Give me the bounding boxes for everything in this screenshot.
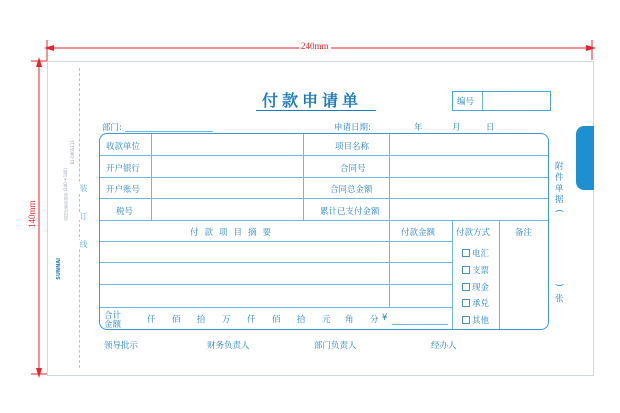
checkbox-icon [462,249,470,257]
contract-total-label: 合同总金额 [330,185,373,195]
side-paren-close: ) [553,283,564,287]
row-line [100,155,548,156]
dept-field[interactable] [125,131,213,132]
checkbox-icon [462,316,470,324]
payee-unit-label: 收款单位 [106,142,141,152]
row-line [100,198,548,199]
side-unit: 张 [555,294,564,304]
method-cash[interactable] [462,281,489,293]
col-line [452,220,453,329]
unit-label: 佰 [272,315,281,325]
method-label: 现金 [472,283,490,293]
row-line [100,177,548,178]
unit-label: 仟 [247,315,256,325]
col-line [389,134,390,307]
tax-no-label: 税号 [116,207,134,217]
binding-mark-2: 订 [79,212,88,220]
stub-text-2: 61-0001111 [70,140,75,165]
row-line [100,284,452,285]
method-wire[interactable] [462,247,489,259]
row-line [100,262,452,263]
side-attach-2: 件 [555,173,564,183]
width-label: 240mm [301,41,329,51]
sign-leader: 领导批示 [104,341,139,351]
total-label-1: 合计 [104,311,122,321]
side-attach-3: 单 [555,184,564,194]
method-label: 承兑 [472,299,490,309]
currency-symbol: ¥ [382,313,388,323]
date-day: 日 [486,123,495,133]
checkbox-icon [462,283,470,291]
method-acceptance[interactable] [462,297,489,309]
side-attach-1: 附 [555,162,564,172]
col-line [151,134,152,220]
contract-no-label: 合同号 [340,164,366,174]
unit-label: 角 [345,315,354,325]
project-name-label: 项目名称 [335,142,370,152]
paid-total-label: 累计已支付金额 [320,207,380,217]
binding-mark-3: 线 [79,240,88,248]
summary-header: 付款项目摘要 [190,228,278,238]
total-amount-field[interactable] [392,324,448,325]
height-label: 140mm [27,200,37,228]
col-line [499,220,500,329]
title-underline [256,110,376,111]
date-month: 月 [452,123,461,133]
binding-mark-1: 装 [79,184,88,192]
date-year: 年 [414,123,423,133]
stub-brand: SUNNAI [56,258,62,280]
unit-label: 分 [370,315,379,325]
method-label: 其他 [472,316,490,326]
apply-date-label: 申请日期: [334,123,371,133]
account-label: 开户账号 [106,185,141,195]
serial-label: 编号 [457,97,475,107]
method-label: 支票 [472,266,490,276]
unit-label: 仟 [147,315,156,325]
row-line [100,307,452,308]
unit-label: 佰 [172,315,181,325]
checkbox-icon [462,299,470,307]
sign-handler: 经办人 [431,341,457,351]
method-label: 电汇 [472,249,490,259]
method-check[interactable] [462,264,489,276]
stub-text-1: 西玛付款申请单 (240×140) [63,168,68,221]
row-line [100,220,548,221]
row-line [100,241,452,242]
unit-label: 元 [322,315,331,325]
checkbox-icon [462,266,470,274]
dept-label: 部门: [102,123,122,133]
unit-label: 拾 [297,315,306,325]
unit-label: 万 [222,315,231,325]
sign-finance: 财务负责人 [207,341,250,351]
remark-header: 备注 [515,228,533,238]
sign-department: 部门负责人 [314,341,357,351]
side-paren-open: ( [553,209,564,213]
side-attach-4: 据 [555,195,564,205]
serial-field[interactable] [483,91,549,109]
method-other[interactable] [462,314,489,326]
col-line [303,134,304,220]
method-header: 付款方式 [456,228,491,238]
side-tab [576,126,594,190]
unit-label: 拾 [197,315,206,325]
form-title: 付款申请单 [262,91,363,110]
amount-header: 付款金额 [401,228,436,238]
bank-label: 开户银行 [106,164,141,174]
total-label-2: 金额 [104,320,122,330]
